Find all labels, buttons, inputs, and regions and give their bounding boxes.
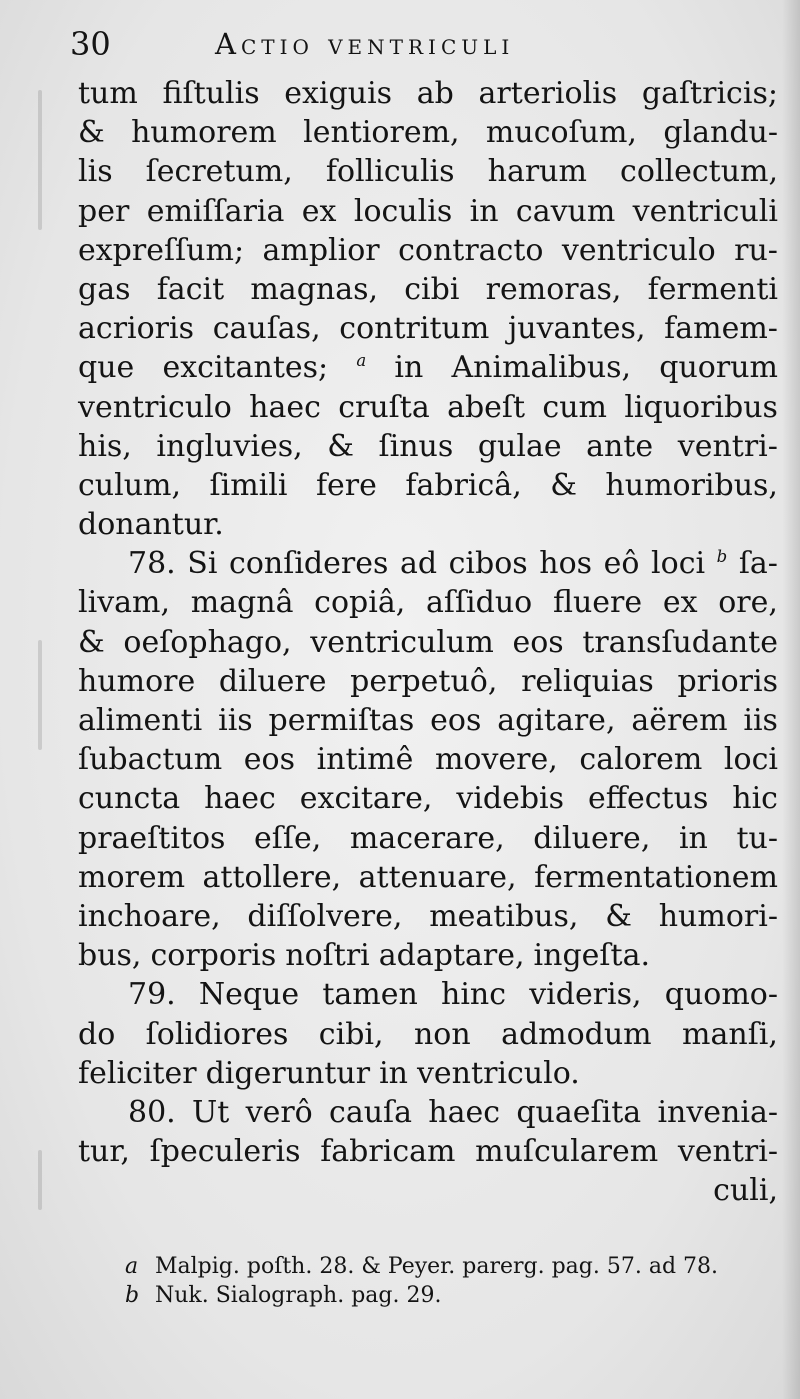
margin-pencil-mark	[38, 90, 42, 230]
word: liquoribus	[624, 389, 778, 425]
word: magnas,	[250, 271, 379, 307]
text-line	[78, 388, 778, 427]
word: emiſſaria	[146, 193, 285, 229]
word: per	[78, 193, 130, 229]
word: cruſta	[338, 389, 430, 425]
word: loci	[723, 742, 778, 778]
word: &	[605, 898, 632, 934]
word: contritum	[339, 311, 490, 347]
text-line	[78, 231, 778, 270]
word: culi,	[713, 1173, 778, 1209]
page-number: 30	[70, 25, 111, 63]
word: ventriculum	[310, 624, 494, 660]
word: Neque	[198, 977, 300, 1013]
word: ſimili	[209, 467, 288, 503]
text-line	[78, 152, 778, 191]
word: cauſa	[329, 1094, 413, 1130]
word: inchoare,	[78, 898, 221, 934]
text-line	[78, 466, 778, 505]
word: ru-	[734, 232, 778, 268]
word: fermenti	[647, 271, 778, 307]
text-line	[78, 113, 778, 152]
word: loculis	[353, 193, 453, 229]
word: haec	[204, 781, 276, 817]
word: contracto	[398, 232, 544, 268]
word: noſtri	[285, 938, 370, 974]
word: do	[78, 1016, 116, 1052]
word: haec	[249, 389, 321, 425]
word: in	[379, 1055, 408, 1091]
word: cauſas,	[212, 311, 321, 347]
word: &	[78, 115, 105, 151]
word: eſſe,	[254, 820, 322, 856]
word: ad	[399, 546, 438, 582]
word: fabricâ,	[405, 467, 522, 503]
margin-pencil-mark	[38, 640, 42, 750]
footnote	[125, 1281, 775, 1310]
word: ex	[662, 585, 698, 621]
word: eos	[243, 742, 295, 778]
word: loci	[651, 546, 706, 582]
word: attollere,	[202, 859, 342, 895]
word: ſa-	[738, 546, 778, 582]
word: &	[78, 624, 105, 660]
word: fiſtulis	[162, 76, 260, 111]
word: tur,	[78, 1134, 130, 1170]
word: cavum	[515, 193, 616, 229]
word: excitare,	[299, 781, 433, 817]
word: bus,	[78, 938, 142, 974]
word: quorum	[659, 350, 778, 386]
word: ex	[301, 193, 337, 229]
word: non	[413, 1016, 471, 1052]
word: 80.	[128, 1094, 176, 1130]
word: amplior	[262, 232, 380, 268]
footnote-text: Malpig. poſth. 28. & Peyer. parerg. pag. 57. ad 78.	[155, 1254, 719, 1279]
word: lentiorem,	[303, 115, 460, 151]
word: videbis	[456, 781, 565, 817]
word: eô	[603, 546, 640, 582]
text-line	[78, 1132, 778, 1171]
word: ventriculo	[78, 389, 232, 425]
word: fluere	[552, 585, 643, 621]
word: ingeſta.	[533, 938, 650, 974]
word: his,	[78, 428, 132, 464]
text-line	[78, 1093, 778, 1132]
text-line	[78, 270, 778, 309]
word: transſudante	[582, 624, 778, 660]
text-line	[78, 740, 778, 779]
word: ſecretum,	[145, 154, 293, 190]
word: magnâ	[190, 585, 294, 621]
word: que	[78, 350, 135, 386]
word: effectus	[587, 781, 709, 817]
word: videris,	[529, 977, 642, 1013]
word: &	[550, 467, 577, 503]
word: ventriculo	[561, 232, 716, 268]
word: copiâ,	[314, 585, 406, 621]
text-line	[78, 623, 778, 662]
word: abeſt	[447, 389, 526, 425]
word: cum	[542, 389, 607, 425]
word: digeruntur	[205, 1055, 371, 1091]
word: praeſtitos	[78, 820, 226, 856]
word: quaeſita	[516, 1094, 642, 1130]
text-line	[78, 1015, 778, 1054]
word: donantur.	[78, 507, 224, 543]
word: diluere	[218, 663, 327, 699]
word: quomo-	[664, 977, 778, 1013]
footnote-mark: a	[125, 1254, 139, 1279]
word: fermentationem	[534, 859, 778, 895]
word: acrioris	[78, 311, 195, 347]
footnotes	[125, 1252, 775, 1310]
text-line	[78, 192, 778, 231]
word: humori-	[658, 898, 778, 934]
word: eos	[430, 703, 482, 738]
word: humore	[78, 663, 196, 699]
word: cibi,	[318, 1016, 384, 1052]
word: admodum	[501, 1016, 652, 1052]
text-line	[78, 544, 778, 583]
text-line	[78, 779, 778, 818]
word: intimê	[316, 742, 414, 778]
word: Si	[187, 546, 218, 582]
word: fabricam	[320, 1134, 456, 1170]
text-line	[78, 897, 778, 936]
word: humorem	[131, 115, 277, 151]
word: ventri-	[677, 1134, 778, 1170]
word: facit	[156, 271, 225, 307]
text-line	[78, 74, 778, 113]
word: conſideres	[229, 546, 389, 582]
word: feliciter	[78, 1055, 197, 1091]
word: ingluvies,	[156, 428, 303, 464]
word: eos	[512, 624, 564, 660]
word: verô	[245, 1094, 313, 1130]
text-line	[78, 701, 778, 740]
word: tu-	[736, 820, 778, 856]
word: in	[678, 820, 708, 856]
text-line	[78, 427, 778, 466]
text-line	[78, 583, 778, 622]
text-line	[78, 348, 778, 387]
word: adaptare,	[378, 938, 525, 974]
word: glandu-	[663, 115, 778, 151]
word: arteriolis	[478, 76, 618, 111]
word: gaſtricis;	[641, 76, 778, 111]
word: Animalibus,	[451, 350, 632, 386]
text-line	[78, 858, 778, 897]
word: iis	[743, 703, 778, 738]
word: 79.	[128, 977, 176, 1013]
word: mucoſum,	[485, 115, 637, 151]
word: b	[716, 547, 728, 567]
word: cuncta	[78, 781, 181, 817]
body-text	[78, 74, 778, 1210]
word: aſſiduo	[425, 585, 533, 621]
word: hinc	[441, 977, 507, 1013]
word: remoras,	[485, 271, 622, 307]
word: tamen	[322, 977, 418, 1013]
word: meatibus,	[429, 898, 579, 934]
word: hic	[732, 781, 778, 817]
word: permiſtas	[268, 703, 415, 738]
running-title: Actio ventriculi	[215, 27, 515, 61]
word: invenia-	[657, 1094, 778, 1130]
word: exiguis	[284, 76, 393, 111]
word: 78.	[128, 546, 176, 582]
text-line	[78, 1171, 778, 1210]
word: ſolidiores	[145, 1016, 289, 1052]
word: perpetuô,	[350, 663, 498, 699]
word: movere,	[434, 742, 558, 778]
word: famem-	[664, 311, 778, 347]
word: folliculis	[325, 154, 455, 190]
word: &	[327, 428, 354, 464]
text-line	[78, 505, 778, 544]
word: ab	[416, 76, 454, 111]
text-line	[78, 1054, 778, 1093]
word: aërem	[631, 703, 728, 738]
word: prioris	[677, 663, 778, 699]
word: collectum,	[620, 154, 778, 190]
page-edge-shadow	[782, 0, 800, 1399]
word: manſi,	[682, 1016, 778, 1052]
word: ſpeculeris	[149, 1134, 301, 1170]
word: ore,	[718, 585, 778, 621]
word: haec	[428, 1094, 501, 1130]
word: attenuare,	[358, 859, 517, 895]
word: a	[356, 351, 367, 371]
word: corporis	[150, 938, 277, 974]
word: ſubactum	[78, 742, 223, 778]
footnote-mark: b	[125, 1283, 140, 1308]
word: in	[394, 350, 424, 386]
text-line	[78, 936, 778, 975]
word: ante	[586, 428, 654, 464]
word: humoribus,	[605, 467, 778, 503]
word: gulae	[477, 428, 562, 464]
text-line	[78, 309, 778, 348]
word: reliquias	[521, 663, 654, 699]
text-line	[78, 975, 778, 1014]
word: calorem	[579, 742, 703, 778]
word: livam,	[78, 585, 171, 621]
word: muſcularem	[475, 1134, 659, 1170]
word: diſſolvere,	[247, 898, 403, 934]
page-header	[70, 22, 770, 66]
word: ventriculi	[632, 193, 778, 229]
word: excitantes;	[162, 350, 329, 386]
word: ventri-	[677, 428, 778, 464]
word: in	[469, 193, 499, 229]
word: hos	[539, 546, 593, 582]
word: fere	[315, 467, 377, 503]
word: diluere,	[533, 820, 651, 856]
text-line	[78, 662, 778, 701]
word: iis	[218, 703, 253, 738]
word: cibos	[448, 546, 528, 582]
word: macerare,	[349, 820, 505, 856]
word: oeſophago,	[123, 624, 292, 660]
text-line	[78, 819, 778, 858]
word: ventriculo.	[416, 1055, 580, 1091]
word: ſinus	[378, 428, 454, 464]
word: morem	[78, 859, 186, 895]
word: tum	[78, 76, 138, 111]
footnote-text: Nuk. Sialograph. pag. 29.	[155, 1283, 442, 1308]
footnote	[125, 1252, 775, 1281]
word: culum,	[78, 467, 182, 503]
word: alimenti	[78, 703, 203, 738]
word: agitare,	[497, 703, 616, 738]
word: lis	[78, 154, 113, 190]
word: juvantes,	[507, 311, 646, 347]
word: gas	[78, 271, 131, 307]
margin-pencil-mark	[38, 1150, 42, 1210]
word: Ut	[192, 1094, 230, 1130]
word: harum	[487, 154, 587, 190]
word: cibi	[404, 271, 460, 307]
word: expreſſum;	[78, 232, 245, 268]
